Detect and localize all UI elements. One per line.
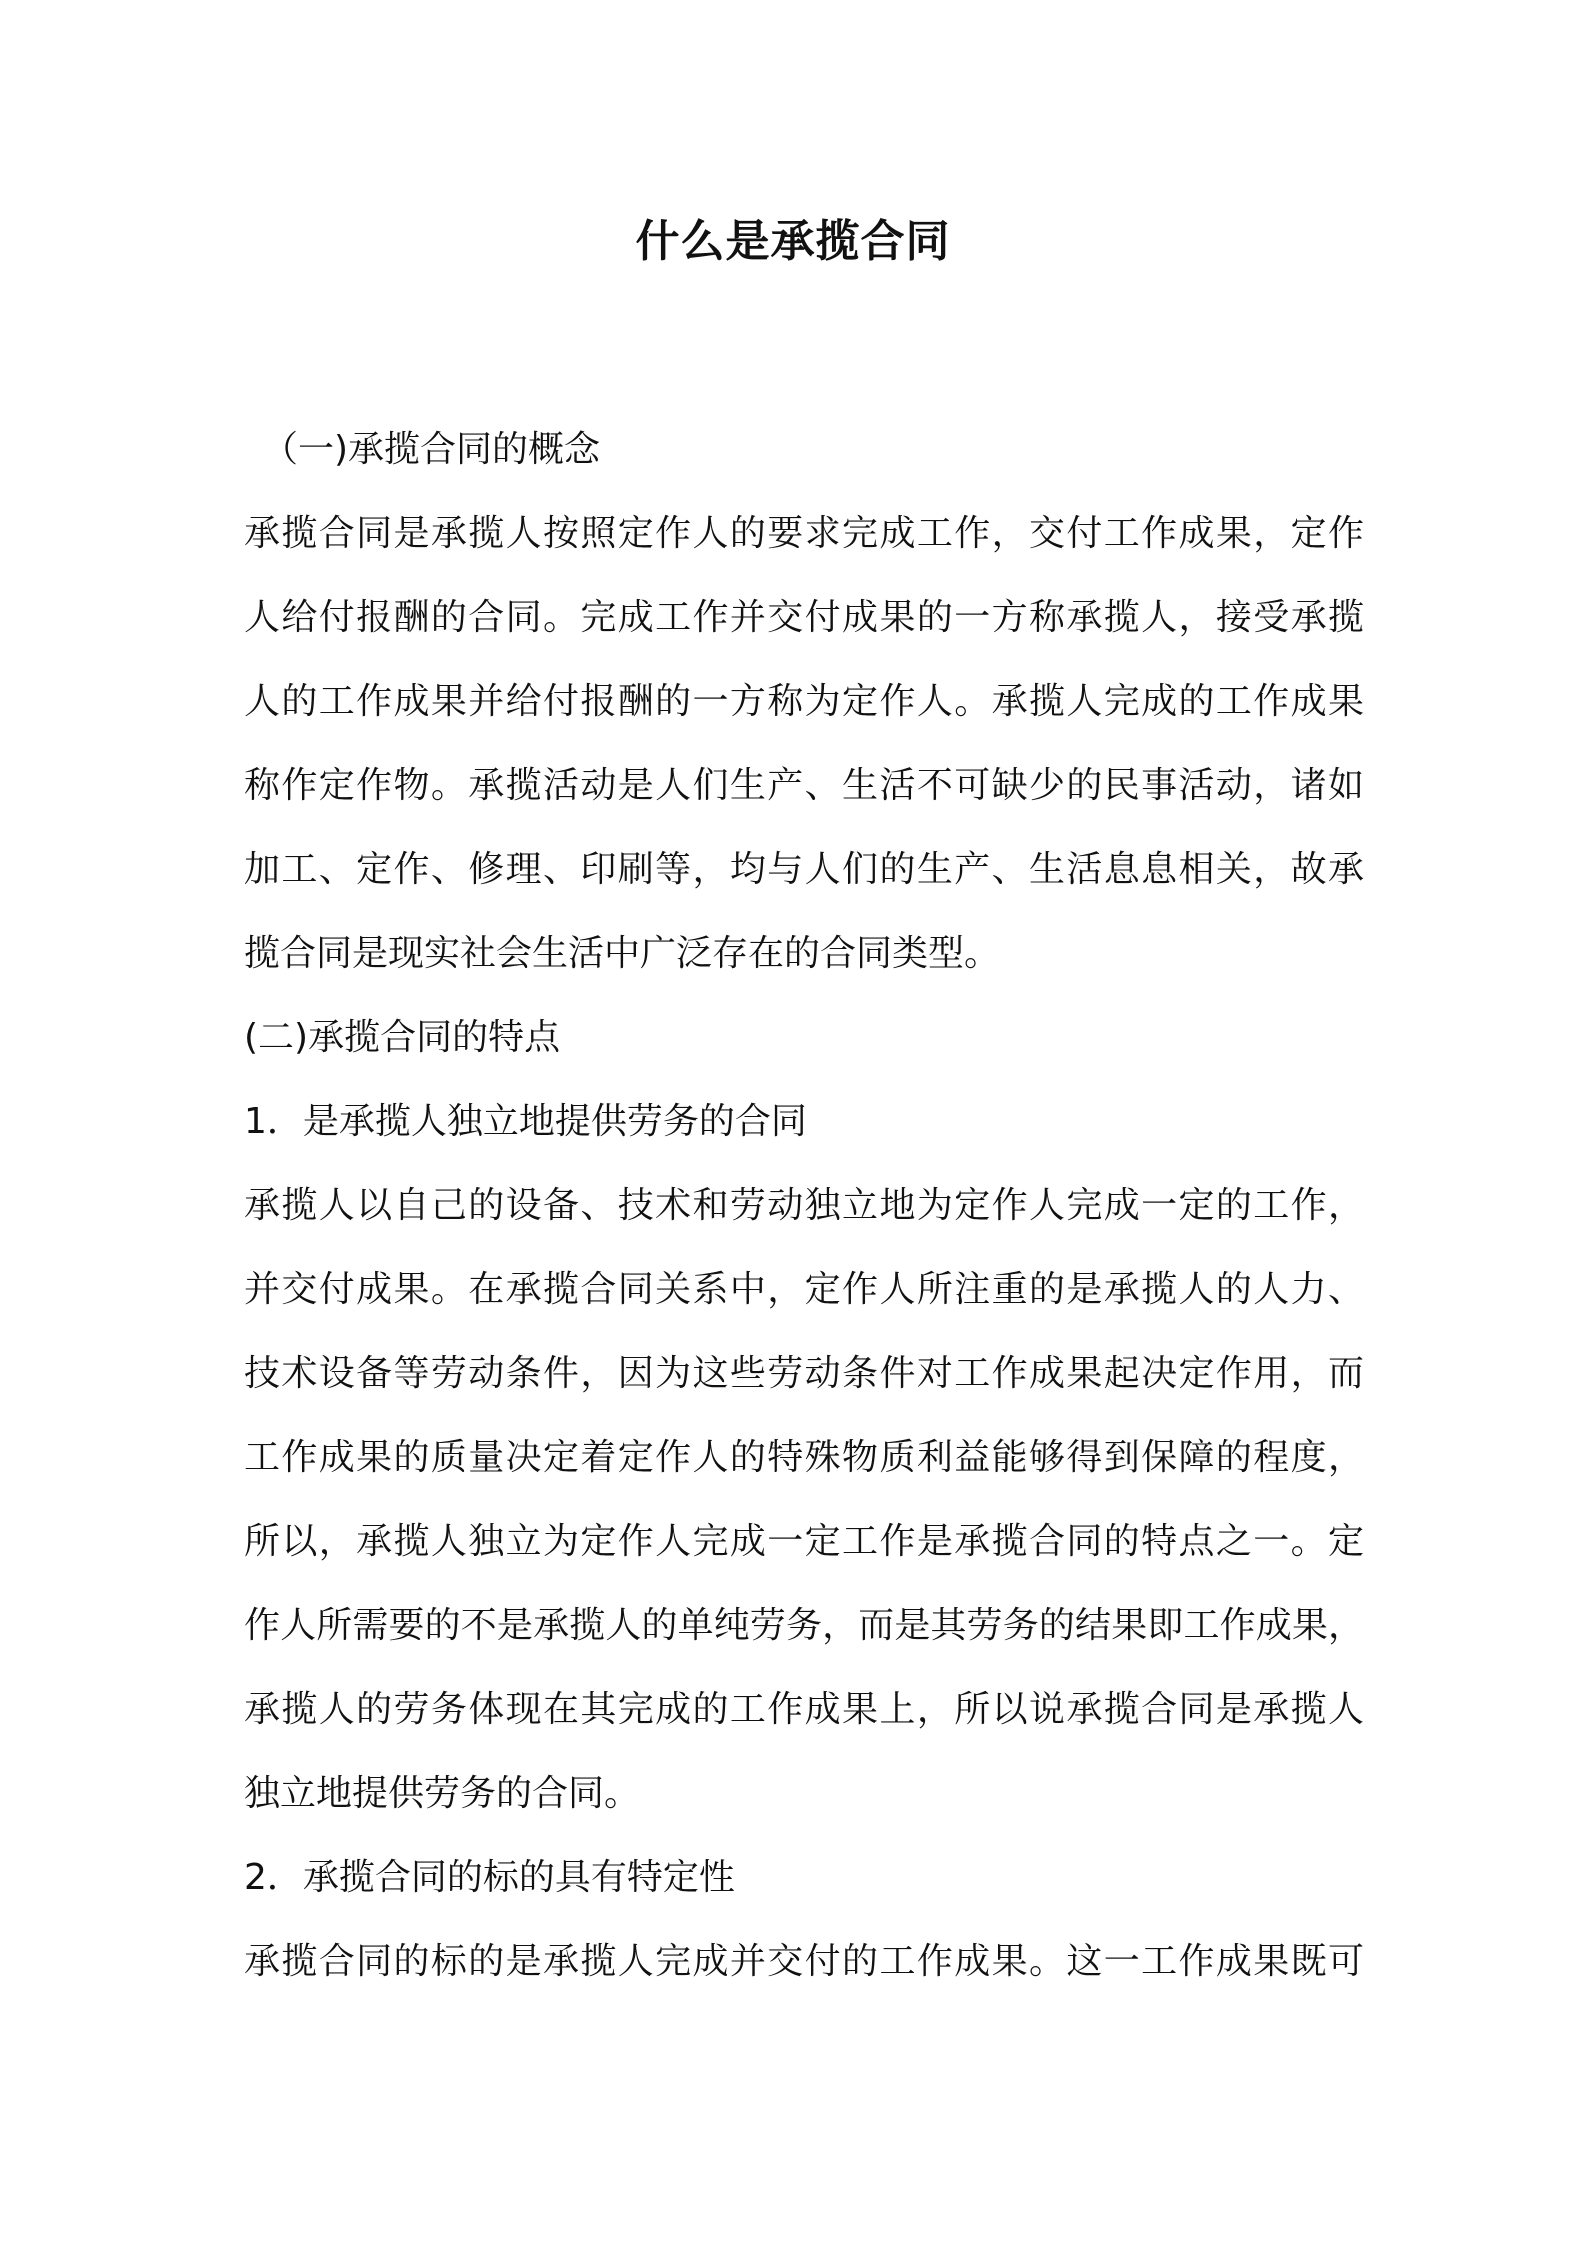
paragraph-line: 作人所需要的不是承揽人的单纯劳务，而是其劳务的结果即工作成果， (244, 1605, 1364, 1646)
paragraph-line: 承揽合同是承揽人按照定作人的要求完成工作，交付工作成果，定作 (244, 513, 1364, 554)
paragraph-line: 揽合同是现实社会生活中广泛存在的合同类型。 (244, 933, 1001, 974)
paragraph-line: 所以，承揽人独立为定作人完成一定工作是承揽合同的特点之一。定 (244, 1521, 1364, 1562)
paragraph-line: 承揽合同的标的是承揽人完成并交付的工作成果。这一工作成果既可 (244, 1941, 1364, 1982)
section-heading-concept: （一)承揽合同的概念 (262, 429, 601, 470)
subheading-independent-labor: 1．是承揽人独立地提供劳务的合同 (244, 1101, 807, 1142)
section-heading-features: (二)承揽合同的特点 (244, 1017, 561, 1058)
paragraph-line: 加工、定作、修理、印刷等，均与人们的生产、生活息息相关，故承 (244, 849, 1364, 890)
document-body (244, 408, 1364, 2004)
paragraph-line: 工作成果的质量决定着定作人的特殊物质利益能够得到保障的程度， (244, 1437, 1364, 1478)
paragraph-line: 称作定作物。承揽活动是人们生产、生活不可缺少的民事活动，诸如 (244, 765, 1364, 806)
paragraph-line: 承揽人以自己的设备、技术和劳动独立地为定作人完成一定的工作， (244, 1185, 1364, 1226)
paragraph-line: 人给付报酬的合同。完成工作并交付成果的一方称承揽人，接受承揽 (244, 597, 1364, 638)
paragraph-line: 人的工作成果并给付报酬的一方称为定作人。承揽人完成的工作成果 (244, 681, 1364, 722)
paragraph-line: 并交付成果。在承揽合同关系中，定作人所注重的是承揽人的人力、 (244, 1269, 1364, 1310)
paragraph-line: 技术设备等劳动条件，因为这些劳动条件对工作成果起决定作用，而 (244, 1353, 1364, 1394)
paragraph-line: 独立地提供劳务的合同。 (244, 1773, 641, 1814)
paragraph-line: 承揽人的劳务体现在其完成的工作成果上，所以说承揽合同是承揽人 (244, 1689, 1364, 1730)
subheading-specific-subject: 2．承揽合同的标的具有特定性 (244, 1857, 735, 1898)
page-title: 什么是承揽合同 (635, 216, 951, 267)
